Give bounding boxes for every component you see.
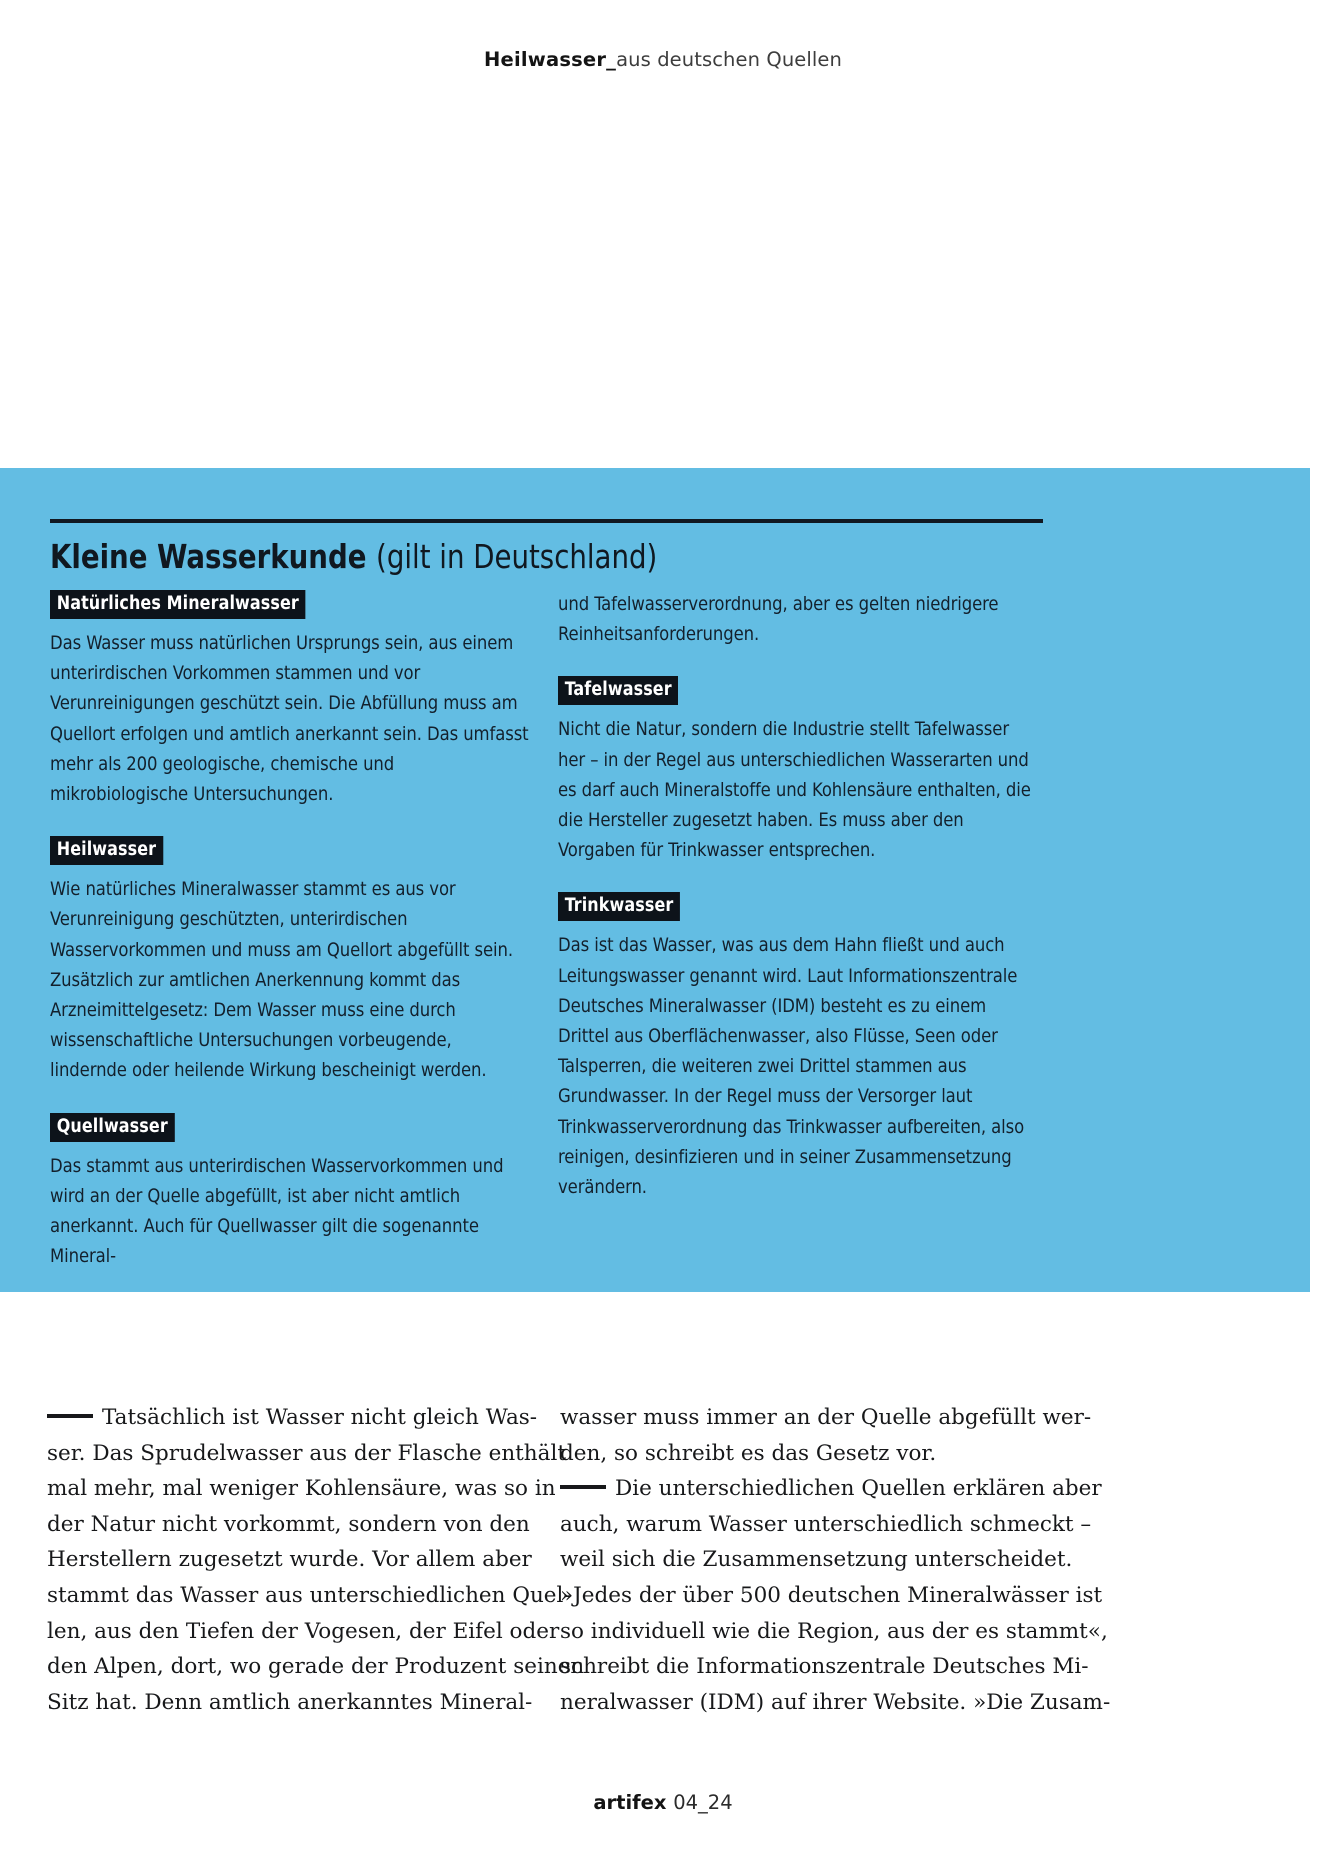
article-line: [560, 1471, 1102, 1507]
term-block: [558, 892, 1045, 921]
article-column-right: [560, 1400, 1111, 1720]
term-chip-mineralwasser: Natürliches Mineralwasser: [50, 590, 306, 619]
term-body-tafelwasser: Nicht die Natur, sondern die Industrie stellt Tafelwasser her – in der Regel aus unterschiedlichen Wasserarten und es darf auch Mineralstoffe und Kohlensäure enthalten, die die Hersteller zugesetzt haben. Es muss aber den Vorgaben für Trinkwasser entsprechen.: [558, 719, 1031, 862]
article-paragraph: [560, 1400, 1111, 1720]
footer-issue: 04_24: [673, 1791, 733, 1814]
panel-title-qualifier: (gilt in Deutschland): [376, 537, 658, 576]
article-line: den, so schreibt es das Gesetz vor.: [560, 1440, 937, 1466]
term-chip-trinkwasser: Trinkwasser: [558, 892, 680, 921]
article-line: wasser muss immer an der Quelle abgefüllt wer-: [560, 1405, 1092, 1430]
term-chip-heilwasser: Heilwasser: [50, 836, 163, 865]
article-line: den Alpen, dort, wo gerade der Produzent seinen: [47, 1654, 585, 1680]
info-panel: [0, 468, 1310, 1292]
term-body-trinkwasser: Das ist das Wasser, was aus dem Hahn fließt und auch Leitungswasser genannt wird. Laut Informationszentrale Deutsches Mineralwasser (IDM) besteht es zu einem Drittel aus Oberflächenwasser, also Flüsse, Seen oder Talsperren, die weiteren zwei Drittel stammen aus Grundwasser. In der Regel muss der Versorger laut Trinkwasserverordnung das Trinkwasser aufbereiten, also reinigen, desinfizieren und in seiner Zusammensetzung verändern.: [558, 935, 1025, 1199]
term-block: [50, 836, 537, 865]
panel-columns: [50, 590, 1050, 1272]
running-head: [0, 48, 1326, 71]
panel-column-right: [558, 590, 1045, 1272]
article-body: [47, 1400, 1111, 1720]
article-paragraph: [47, 1400, 585, 1720]
term-block: [50, 590, 537, 619]
article-line: stammt das Wasser aus unterschiedlichen Quel-: [47, 1582, 571, 1608]
article-line: neralwasser (IDM) auf ihrer Website. »Die Zusam-: [560, 1689, 1111, 1715]
article-line: auch, warum Wasser unterschiedlich schmeckt –: [560, 1511, 1092, 1537]
article-line: so individuell wie die Region, aus der es stammt«,: [560, 1618, 1108, 1644]
article-line-text: Die unterschiedlichen Quellen erklären aber: [615, 1476, 1102, 1502]
term-body-heilwasser: Wie natürliches Mineralwasser stammt es aus vor Verunreinigung geschützten, unterirdischen Wasservorkommen und muss am Quellort abgefüllt sein. Zusätzlich zur amtlichen Anerkennung kommt das Arzneimittelgesetz: Dem Wasser muss eine durch wissenschaftliche Untersuchungen vorbeugende, lindernde oder heilende Wirkung bescheinigt werden.: [50, 879, 514, 1082]
running-head-subtitle: aus deutschen Quellen: [616, 48, 842, 71]
article-line: schreibt die Informationszentrale Deutsches Mi-: [560, 1654, 1089, 1680]
panel-column-left: [50, 590, 537, 1272]
article-line: Herstellern zugesetzt wurde. Vor allem aber: [47, 1547, 532, 1573]
term-chip-quellwasser: Quellwasser: [50, 1113, 175, 1142]
article-line: weil sich die Zusammensetzung unterscheidet.: [560, 1547, 1073, 1573]
article-line: der Natur nicht vorkommt, sondern von den: [47, 1511, 530, 1537]
article-line: Sitz hat. Denn amtlich anerkanntes Mineral-: [47, 1689, 533, 1715]
page-footer: [0, 1791, 1326, 1814]
paragraph-dash-icon: [560, 1485, 606, 1489]
article-line: »Jedes der über 500 deutschen Mineralwässer ist: [560, 1582, 1103, 1608]
article-line: ser. Das Sprudelwasser aus der Flasche enthält: [47, 1440, 566, 1466]
article-line: len, aus den Tiefen der Vogesen, der Eifel oder: [47, 1618, 560, 1644]
term-block: [50, 1113, 537, 1142]
article-line-text: Tatsächlich ist Wasser nicht gleich Was-: [102, 1405, 538, 1430]
panel-title-main: Kleine Wasserkunde: [50, 537, 377, 576]
paragraph-dash-icon: [47, 1414, 93, 1418]
term-body-mineralwasser: Das Wasser muss natürlichen Ursprungs sein, aus einem unterirdischen Vorkommen stammen und vor Verunreinigungen geschützt sein. Die Abfüllung muss am Quellort erfolgen und amtlich anerkannt sein. Das umfasst mehr als 200 geologische, chemische und mikrobiologische Untersuchungen.: [50, 633, 529, 806]
panel-top-rule: [50, 519, 1043, 523]
term-body-continuation: und Tafelwasserverordnung, aber es gelten niedrigere Reinheitsanforderungen.: [558, 594, 999, 646]
term-body-quellwasser: Das stammt aus unterirdischen Wasservorkommen und wird an der Quelle abgefüllt, ist aber nicht amtlich anerkannt. Auch für Quellwasser gilt die sogenannte Mineral-: [50, 1155, 504, 1268]
running-head-title: Heilwasser_: [484, 48, 617, 71]
panel-title: [50, 537, 980, 577]
term-block: [558, 676, 1045, 705]
article-column-left: [47, 1400, 585, 1720]
term-chip-tafelwasser: Tafelwasser: [558, 676, 678, 705]
article-line: [47, 1400, 537, 1436]
footer-brand: artifex: [593, 1791, 674, 1814]
article-line: mal mehr, mal weniger Kohlensäure, was so in: [47, 1476, 556, 1502]
